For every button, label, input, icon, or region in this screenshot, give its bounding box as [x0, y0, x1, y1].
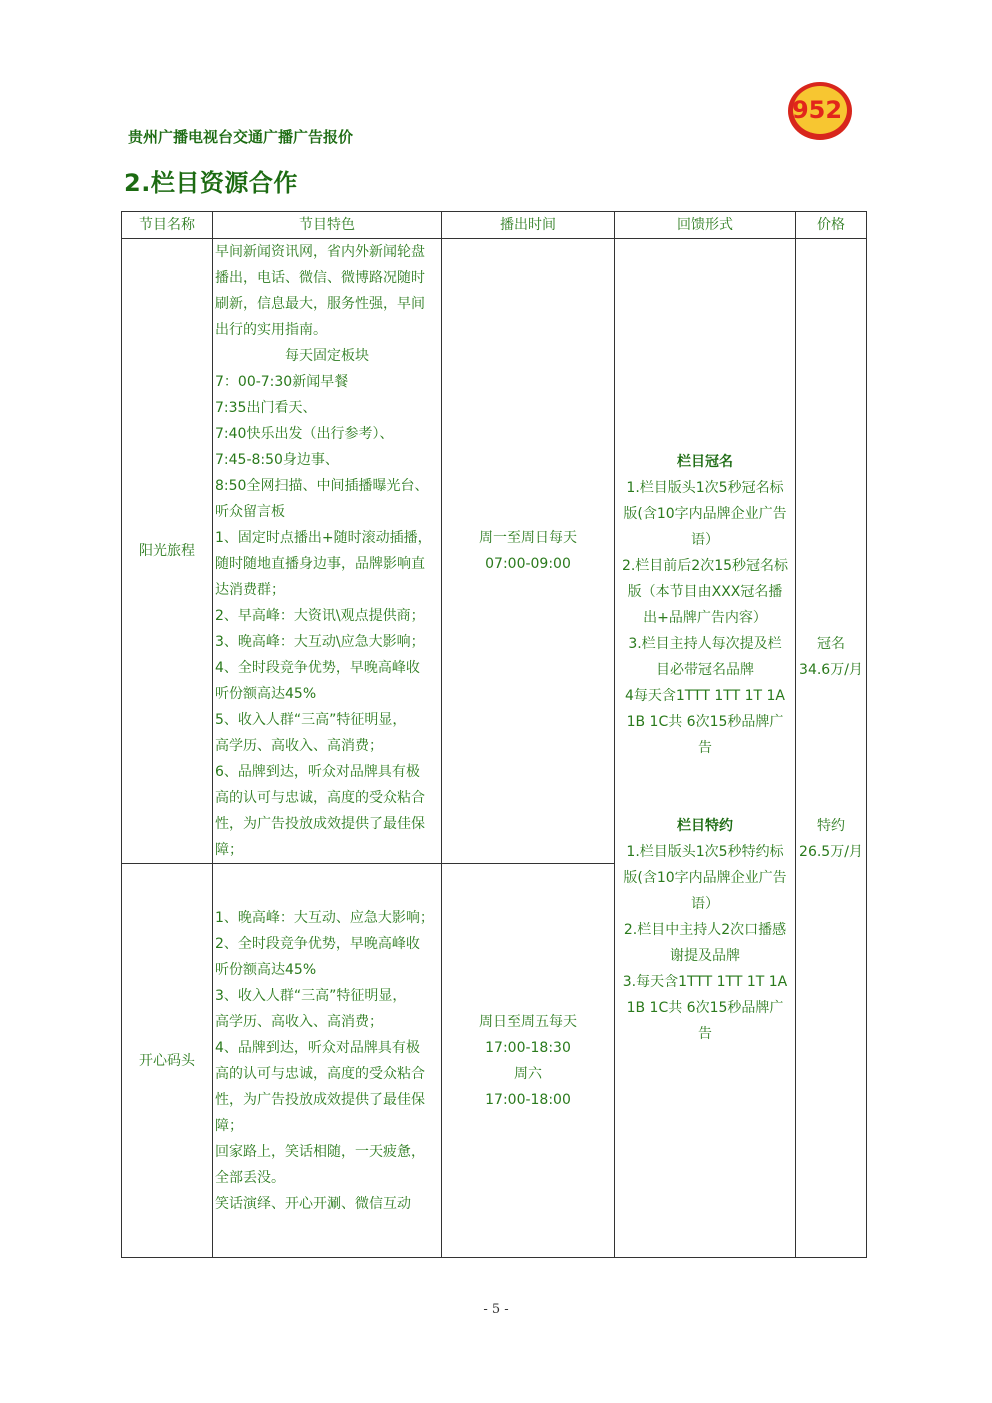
header-feedback: 回馈形式: [615, 212, 796, 239]
price-sponsorship: 冠名 34.6万/月: [799, 636, 863, 678]
section-title: 2.栏目资源合作: [124, 169, 298, 197]
feedback-cell: [615, 239, 796, 1258]
feedback-title-special: 栏目特约 1.栏目版头1次5秒特约标 版(含10字内品牌企业广告 语） 2.栏目中主持人2次口播感 谢提及品牌 3.每天含1TTT 1TT 1T 1A 1B 1C共 6次15秒品牌广 告: [622, 818, 788, 1042]
header-price: 价格: [796, 212, 867, 239]
program-name: 开心码头: [122, 864, 213, 1258]
rate-table: [121, 211, 867, 1258]
program-features: 1、晚高峰：大互动、应急大影响； 2、全时段竞争优势，早晚高峰收 听份额高达45% 3、收入人群“三高”特征明显， 高学历、高收入、高消费； 4、品牌到达，听众对品牌具有极 高的认可与忠诚，高度的受众粘合 性，为广告投放成效提供了最佳保 障； 回家路上，笑话相随，一天疲惫， 全部丢没。 笑话演绎、开心开涮、微信互动: [213, 864, 442, 1258]
header-program-features: 节目特色: [213, 212, 442, 239]
price-cell: [796, 239, 867, 1258]
airtime: 周日至周五每天 17:00-18:30 周六 17:00-18:00: [442, 864, 615, 1258]
airtime: 周一至周日每天 07:00-09:00: [442, 239, 615, 864]
header-program-name: 节目名称: [122, 212, 213, 239]
program-name: 阳光旅程: [122, 239, 213, 864]
document-header: 贵州广播电视台交通广播广告报价: [128, 128, 354, 146]
feedback-title-sponsorship: 栏目冠名 1.栏目版头1次5秒冠名标 版(含10字内品牌企业广告 语） 2.栏目前后2次15秒冠名标 版（本节目由XXX冠名播 出+品牌广告内容） 3.栏目主持人每次提及栏 目必带冠名品牌 4每天含1TTT 1TT 1T 1A 1B 1C共 6次15秒品牌广 告: [621, 454, 789, 756]
table-header-row: [122, 212, 867, 239]
program-features: 早间新闻资讯网，省内外新闻轮盘 播出，电话、微信、微博路况随时 刷新，信息最大，服务性强，早间 出行的实用指南。 每天固定板块 7：00-7:30新闻早餐 7:35出门看天、 7:40快乐出发（出行参考）、 7:45-8:50身边事、 8:50全网扫描、中间插播曝光台、 听众留言板 1、固定时点播出+随时滚动插播， 随时随地直播身边事，品牌影响直 达消费群； 2、早高峰：大资讯\观点提供商； 3、晚高峰：大互动\应急大影响； 4、全时段竞争优势，早晚高峰收 听份额高达45% 5、收入人群“三高”特征明显， 高学历、高收入、高消费； 6、品牌到达，听众对品牌具有极 高的认可与忠诚，高度的受众粘合 性，为广告投放成效提供了最佳保 障；: [213, 239, 442, 864]
price-special: 特约 26.5万/月: [799, 818, 863, 860]
table-row: [122, 239, 867, 864]
header-airtime: 播出时间: [442, 212, 615, 239]
fm952-logo-icon: [784, 76, 854, 142]
page-number: - 5 -: [483, 1302, 509, 1317]
logo-number: 952: [791, 96, 843, 124]
